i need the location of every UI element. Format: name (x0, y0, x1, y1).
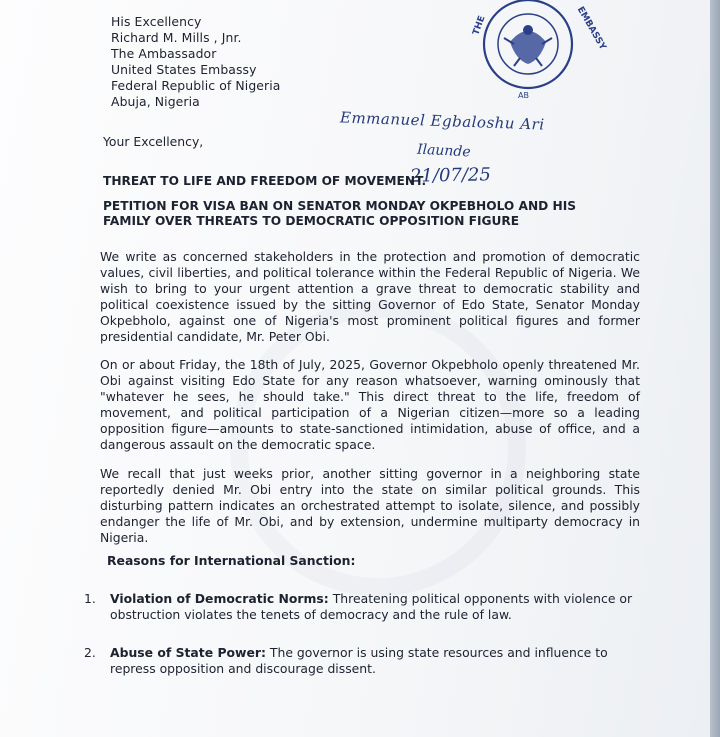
body-paragraph-1: We write as concerned stakeholders in the protection and promotion of democratic values, civil liberties, and political tolerance within the Federal Republic of Nigeria. We wish to bring to your urgent attention a grave threat to democratic stability and political coexistence issued by the sitting Governor of Edo State, Senator Monday Okpebholo, against one of Nigeria's most prominent political figures and former presidential candidate, Mr. Peter Obi. (100, 249, 640, 344)
background-surface (710, 0, 720, 737)
address-line: His Excellency (111, 14, 202, 29)
seal-text-bottom: AB (518, 91, 529, 100)
petition-heading: PETITION FOR VISA BAN ON SENATOR MONDAY OKPEBHOLO AND HIS FAMILY OVER THREATS TO DEMOCRATIC OPPOSITION FIGURE (103, 199, 577, 228)
reason-item-1 (84, 591, 644, 623)
seal-text-top: EMBASSY (574, 5, 608, 52)
reasons-heading: Reasons for International Sanction: (107, 553, 356, 568)
reason-text: The governor is using state resources and influence to repress opposition and discourage dissent. (110, 645, 608, 676)
handwritten-signature: Ilaunde (416, 141, 472, 161)
address-line: Federal Republic of Nigeria (111, 78, 281, 93)
reason-number: 2. (84, 645, 96, 660)
handwritten-date: 21/07/25 (409, 164, 492, 187)
body-paragraph-3: We recall that just weeks prior, another sitting governor in a neighboring state reportedly denied Mr. Obi entry into the state on similar political grounds. This disturbing pattern indicates an orchestrated attempt to isolate, silence, and possibly endanger the life of Mr. Obi, and by extension, undermine multiparty democracy in Nigeria. (100, 466, 640, 545)
address-line: Richard M. Mills , Jnr. (111, 30, 242, 45)
seal-text-left: THE (471, 14, 488, 37)
address-line: The Ambassador (111, 46, 217, 61)
address-line: Abuja, Nigeria (111, 94, 200, 109)
handwritten-name: Emmanuel Egbaloshu Ari (339, 108, 545, 134)
address-line: United States Embassy (111, 62, 257, 77)
embassy-stamp-seal (470, 0, 608, 100)
reason-item-2 (84, 645, 644, 677)
body-paragraph-2: On or about Friday, the 18th of July, 2025, Governor Okpebholo openly threatened Mr. Obi against visiting Edo State for any reason whatsoever, warning ominously that "whatever he sees, he should take." This direct threat to the life, freedom of movement, and political participation of a Nigerian citizen—more so a leading opposition figure—amounts to state-sanctioned intimidation, abuse of office, and a dangerous assault on the democratic space. (100, 357, 640, 452)
reason-number: 1. (84, 591, 96, 606)
reason-title: Abuse of State Power: (110, 645, 266, 660)
salutation: Your Excellency, (103, 134, 204, 149)
subject-heading: THREAT TO LIFE AND FREEDOM OF MOVEMENT. (103, 174, 427, 188)
recipient-address (111, 14, 280, 110)
reason-title: Violation of Democratic Norms: (110, 591, 329, 606)
reason-text: Threatening political opponents with violence or obstruction violates the tenets of democracy and the rule of law. (110, 591, 633, 622)
